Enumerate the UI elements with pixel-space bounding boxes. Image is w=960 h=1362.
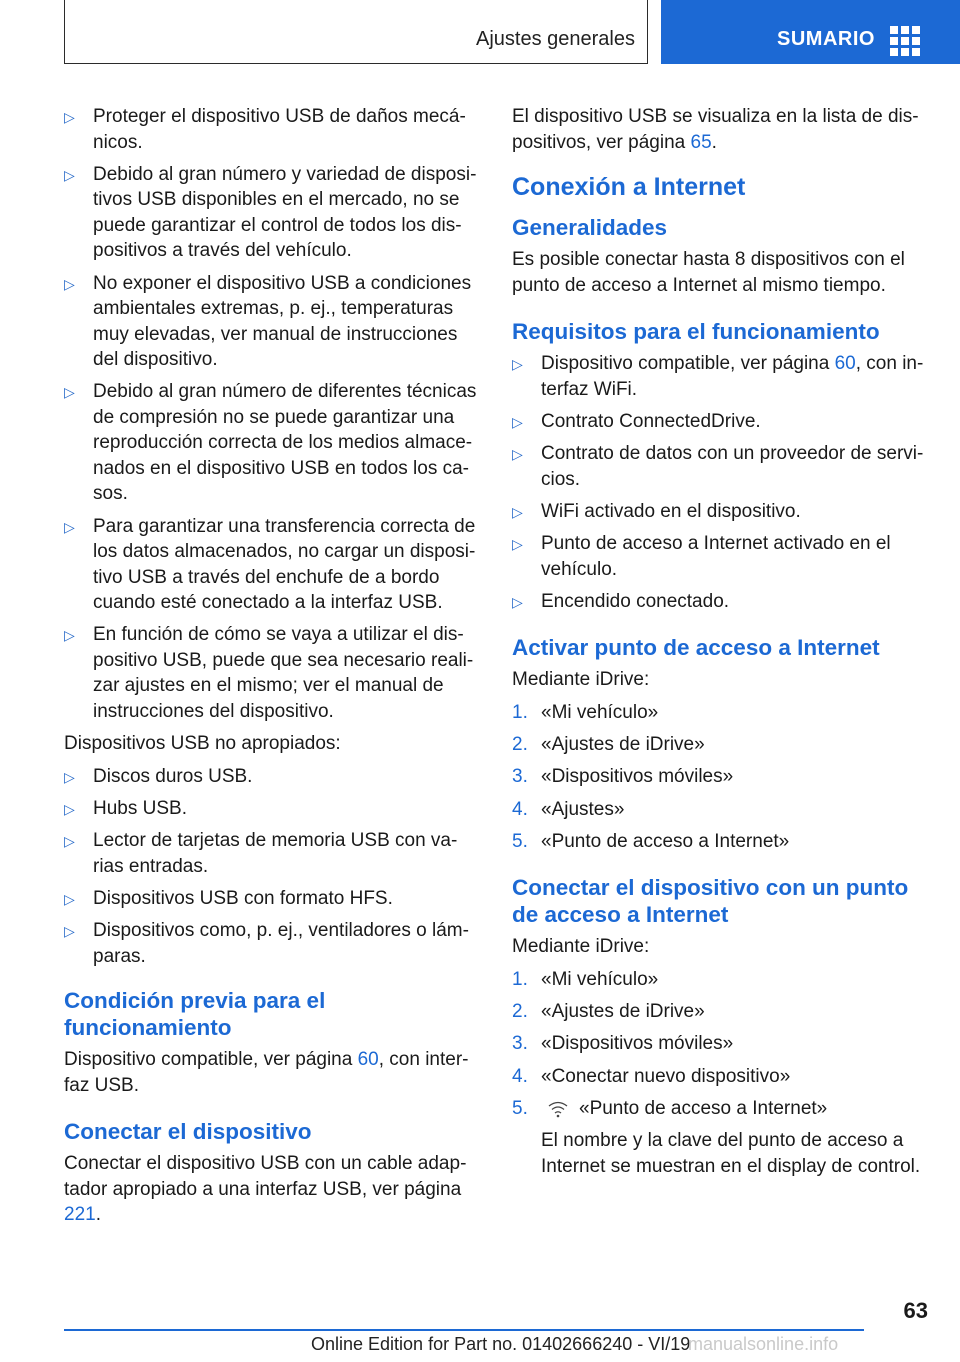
- prereq-heading: Condición previa para el funcionamiento: [64, 988, 326, 1041]
- step-item: 5. «Punto de acceso a Internet»: [512, 830, 790, 852]
- triangle-bullet-icon: ▷: [64, 384, 75, 401]
- header-section-box: [64, 0, 648, 64]
- page-link[interactable]: 60: [834, 353, 856, 374]
- triangle-bullet-icon: ▷: [512, 593, 523, 610]
- list-item: ▷ Proteger el dispositivo USB de daños mecánicos.: [64, 106, 466, 153]
- watermark-text: manualsonline.info: [688, 1334, 839, 1354]
- wifi-icon: [547, 1100, 569, 1118]
- page-number: 63: [903, 1298, 928, 1323]
- section-title: Ajustes generales: [476, 28, 635, 50]
- triangle-bullet-icon: ▷: [64, 109, 75, 125]
- triangle-bullet-icon: ▷: [64, 890, 75, 907]
- activate-intro: Mediante iDrive:: [512, 669, 650, 691]
- connect-device-text: Conectar el dispositivo USB con un cable adaptador apropiado a una interfaz USB, ver página 221.: [64, 1153, 467, 1226]
- list-item: ▷ Punto de acceso a Internet activado en el vehículo.: [512, 533, 891, 580]
- step-item: 4. «Conectar nuevo dispositivo»: [512, 1065, 791, 1087]
- sumario-button[interactable]: [661, 0, 960, 64]
- page-link[interactable]: 221: [64, 1204, 96, 1226]
- page-link[interactable]: 65: [690, 131, 712, 153]
- footer-rule: [64, 1329, 864, 1331]
- step-item: 4. «Ajustes»: [512, 798, 625, 820]
- activate-steps: [512, 700, 928, 855]
- list-item: ▷ Dispositivos como, p. ej., ventiladores o lámparas.: [64, 920, 469, 967]
- general-text: Es posible conectar hasta 8 dispositivos con el punto de acceso a Internet al mismo tiempo.: [512, 249, 905, 296]
- left-column: [64, 104, 480, 1235]
- list-item: ▷ Contrato ConnectedDrive.: [512, 409, 928, 435]
- triangle-bullet-icon: ▷: [64, 166, 75, 183]
- step-item: 2. «Ajustes de iDrive»: [512, 734, 705, 756]
- unsuitable-intro: Dispositivos USB no apropiados:: [64, 733, 341, 755]
- triangle-bullet-icon: ▷: [512, 536, 523, 553]
- step-item: 2. «Ajustes de iDrive»: [512, 1001, 705, 1023]
- triangle-bullet-icon: ▷: [64, 833, 75, 850]
- list-item: ▷ Para garantizar una transferencia correcta de los datos almacenados, no cargar un dispositivo USB a través del enchufe de a bordo cuando esté conectado a la interfaz USB.: [64, 515, 476, 614]
- list-item: ▷ Debido al gran número y variedad de dispositivos USB disponibles en el mercado, no se puede garantizar el control de todos los dispositivos a través del vehículo.: [64, 163, 477, 262]
- prereq-text: Dispositivo compatible, ver página 60, con interfaz USB.: [64, 1049, 469, 1096]
- connect-steps: [512, 967, 928, 1179]
- unsuitable-devices-list: [64, 764, 480, 970]
- activate-heading: Activar punto de acceso a Internet: [512, 635, 880, 661]
- grid-menu-icon: [890, 26, 920, 56]
- step5-note: El nombre y la clave del punto de acceso a Internet se muestran en el display de control.: [541, 1130, 921, 1177]
- device-list-text: El dispositivo USB se visualiza en la lista de dispositivos, ver página 65.: [512, 106, 919, 153]
- list-item: ▷ Lector de tarjetas de memoria USB con varias entradas.: [64, 830, 458, 877]
- triangle-bullet-icon: ▷: [64, 800, 75, 817]
- requirements-list: [512, 351, 928, 614]
- step-item: 1. «Mi vehículo»: [512, 968, 659, 990]
- triangle-bullet-icon: ▷: [64, 275, 75, 292]
- step-item: 5. «Punto de acceso a Internet» El nombre y la clave del punto de acceso a Internet se muestran en el display de control.: [512, 1096, 928, 1179]
- triangle-bullet-icon: ▷: [64, 768, 75, 785]
- sumario-label: SUMARIO: [777, 28, 875, 50]
- list-item: ▷ Dispositivo compatible, ver página 60, con interfaz WiFi.: [512, 353, 924, 400]
- usb-notes-list: [64, 104, 480, 724]
- list-item: ▷ Dispositivos USB con formato HFS.: [64, 886, 480, 912]
- connect-intro: Mediante iDrive:: [512, 936, 650, 958]
- requirements-heading: Requisitos para el funcionamiento: [512, 319, 880, 344]
- list-item: ▷ No exponer el dispositivo USB a condiciones ambientales extremas, p. ej., temperaturas muy elevadas, ver manual de instrucciones del dispositivo.: [64, 272, 472, 371]
- general-heading: Generalidades: [512, 215, 668, 240]
- triangle-bullet-icon: ▷: [512, 503, 523, 520]
- triangle-bullet-icon: ▷: [512, 446, 523, 463]
- connect-hotspot-heading: Conectar el dispositivo con un punto de acceso a Internet: [512, 875, 909, 928]
- triangle-bullet-icon: ▷: [64, 518, 75, 535]
- list-item: ▷ Contrato de datos con un proveedor de servicios.: [512, 443, 924, 490]
- list-item: ▷ Discos duros USB.: [64, 764, 480, 790]
- internet-heading: Conexión a Internet: [512, 173, 746, 201]
- triangle-bullet-icon: ▷: [64, 627, 75, 644]
- list-item: ▷ Encendido conectado.: [512, 589, 928, 615]
- list-item: ▷ WiFi activado en el dispositivo.: [512, 499, 928, 525]
- step-item: 3. «Dispositivos móviles»: [512, 1033, 734, 1055]
- list-item: ▷ En función de cómo se vaya a utilizar el dispositivo USB, puede que sea necesario realizar ajustes en el mismo; ver el manual de instrucciones del dispositivo.: [64, 624, 474, 722]
- right-column: [512, 104, 928, 1186]
- page-link[interactable]: 60: [357, 1049, 379, 1071]
- triangle-bullet-icon: ▷: [512, 413, 523, 430]
- edition-text: Online Edition for Part no. 01402666240 - VI/19: [311, 1334, 691, 1354]
- connect-device-heading: Conectar el dispositivo: [64, 1119, 312, 1145]
- list-item: ▷ Debido al gran número de diferentes técnicas de compresión no se puede garantizar una reproducción correcta de los medios almacenados en el dispositivo USB en todos los casos.: [64, 381, 477, 505]
- triangle-bullet-icon: ▷: [64, 923, 75, 940]
- list-item: ▷ Hubs USB.: [64, 796, 480, 822]
- step-item: 1. «Mi vehículo»: [512, 701, 659, 723]
- step-item: 3. «Dispositivos móviles»: [512, 766, 734, 788]
- triangle-bullet-icon: ▷: [512, 356, 523, 372]
